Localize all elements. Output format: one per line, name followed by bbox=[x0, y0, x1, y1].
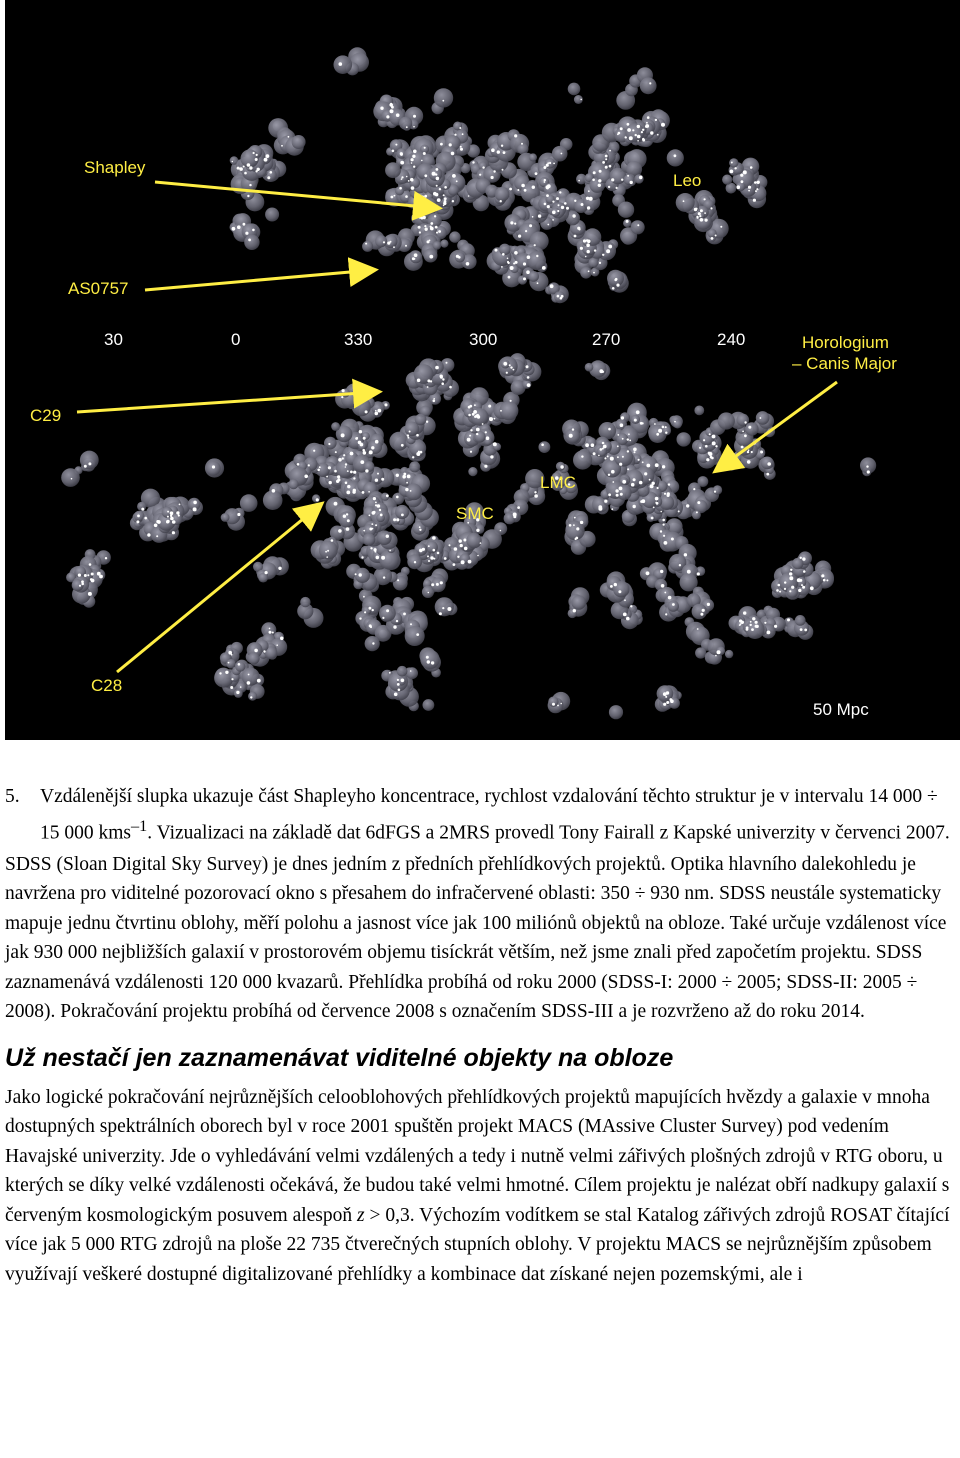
macs-text-b: > 0,3. Výchozím vodítkem se stal Katalog zářivých zdrojů ROSAT čítající více jak 5 000 RTG zdrojů na ploše 22 735 čtverečných stupních oblohy. V projektu MACS se nejrůznějším způsobem využívají veškeré dostupné digitalizované přehlídky a kombinace dat získané nejen pozemskými, ale i bbox=[5, 1204, 950, 1285]
sdss-paragraph: SDSS (Sloan Digital Sky Survey) je dnes jedním z předních přehlídkových projektů. Optika hlavního dalekohledu je navržena pro viditelné pozorovací okno s přesahem do infračervené oblasti: 350 ÷ 930 nm. SDSS neustále systematicky mapuje jednu čtvrtinu oblohy, měří polohu a jasnost více jak 100 miliónů objektů na obloze. Také určuje vzdálenost více jak 930 000 nejbližších galaxií v prostorovém objemu tisíckrát větším, než jsme znali před započetím projektu. SDSS zaznamenává vzdálenosti 120 000 kvazarů. Přehlídka probíhá od roku 2000 (SDSS-I: 2000 ÷ 2005; SDSS-II: 2005 ÷ 2008). Pokračování projektu probíhá od července 2008 s označením SDSS-III a je rozvrženo až do roku 2014. bbox=[5, 853, 947, 1022]
degree-label: 240 bbox=[717, 330, 746, 349]
section-heading: Už nestačí jen zaznamenávat viditelné objekty na obloze bbox=[5, 1043, 674, 1072]
macs-paragraph bbox=[5, 1083, 950, 1290]
label-c29: C29 bbox=[30, 406, 62, 425]
label-horologium: Horologium bbox=[802, 333, 889, 352]
label-c28: C28 bbox=[91, 676, 123, 695]
as0757-arrow bbox=[145, 270, 373, 290]
label-as0757: AS0757 bbox=[68, 279, 129, 298]
label-leo: Leo bbox=[673, 171, 702, 190]
label-shapley: Shapley bbox=[84, 158, 146, 177]
c29-arrow bbox=[77, 392, 377, 412]
degree-label: 300 bbox=[469, 330, 498, 349]
degree-label: 270 bbox=[592, 330, 621, 349]
scale-bar-label: 50 Mpc bbox=[813, 700, 869, 719]
item5-text-a: Vzdálenější slupka ukazuje část Shapleyho koncentrace, rychlost vzdalování těchto struktur je v intervalu 14 000 ÷ 15 000 kms bbox=[40, 786, 938, 843]
item5-superscript: –1 bbox=[131, 816, 148, 835]
item5-text-b: . Vizualizaci na základě dat 6dFGS a 2MRS provedl Tony Fairall z Kapské univerzity v červenci 2007. bbox=[147, 822, 950, 843]
list-item-5 bbox=[5, 782, 950, 848]
degree-label: 0 bbox=[231, 330, 241, 349]
supercluster-map bbox=[5, 0, 960, 740]
list-number: 5. bbox=[5, 786, 20, 807]
label-smc: SMC bbox=[456, 504, 494, 523]
label-canis-major: – Canis Major bbox=[792, 354, 897, 373]
macs-text-a: Jako logické pokračování nejrůznějších celooblohových přehlídkových projektů mapujících hvězdy a galaxie v mnoha dostupných spektrálních oborech byl v roce 2001 spuštěn projekt MACS (MAssive Cluster Survey) pod vedením Havajské univerzity. Jde o vyhledávání velmi vzdálených a tedy i nutně velmi zářivých plošných zdrojů v RTG oboru, u kterých se díky velké vzdálenosti očekává, že budou také velmi hmotné. Cílem projektu je nalézat obří nadkupy galaxií s červeným kosmologickým posuvem alespoň bbox=[5, 1086, 950, 1226]
redshift-symbol: z bbox=[357, 1204, 365, 1226]
label-lmc: LMC bbox=[540, 473, 576, 492]
supercluster-visualization-figure bbox=[5, 0, 960, 740]
article-body bbox=[5, 782, 950, 1289]
degree-label: 30 bbox=[104, 330, 123, 349]
degree-label: 330 bbox=[344, 330, 373, 349]
